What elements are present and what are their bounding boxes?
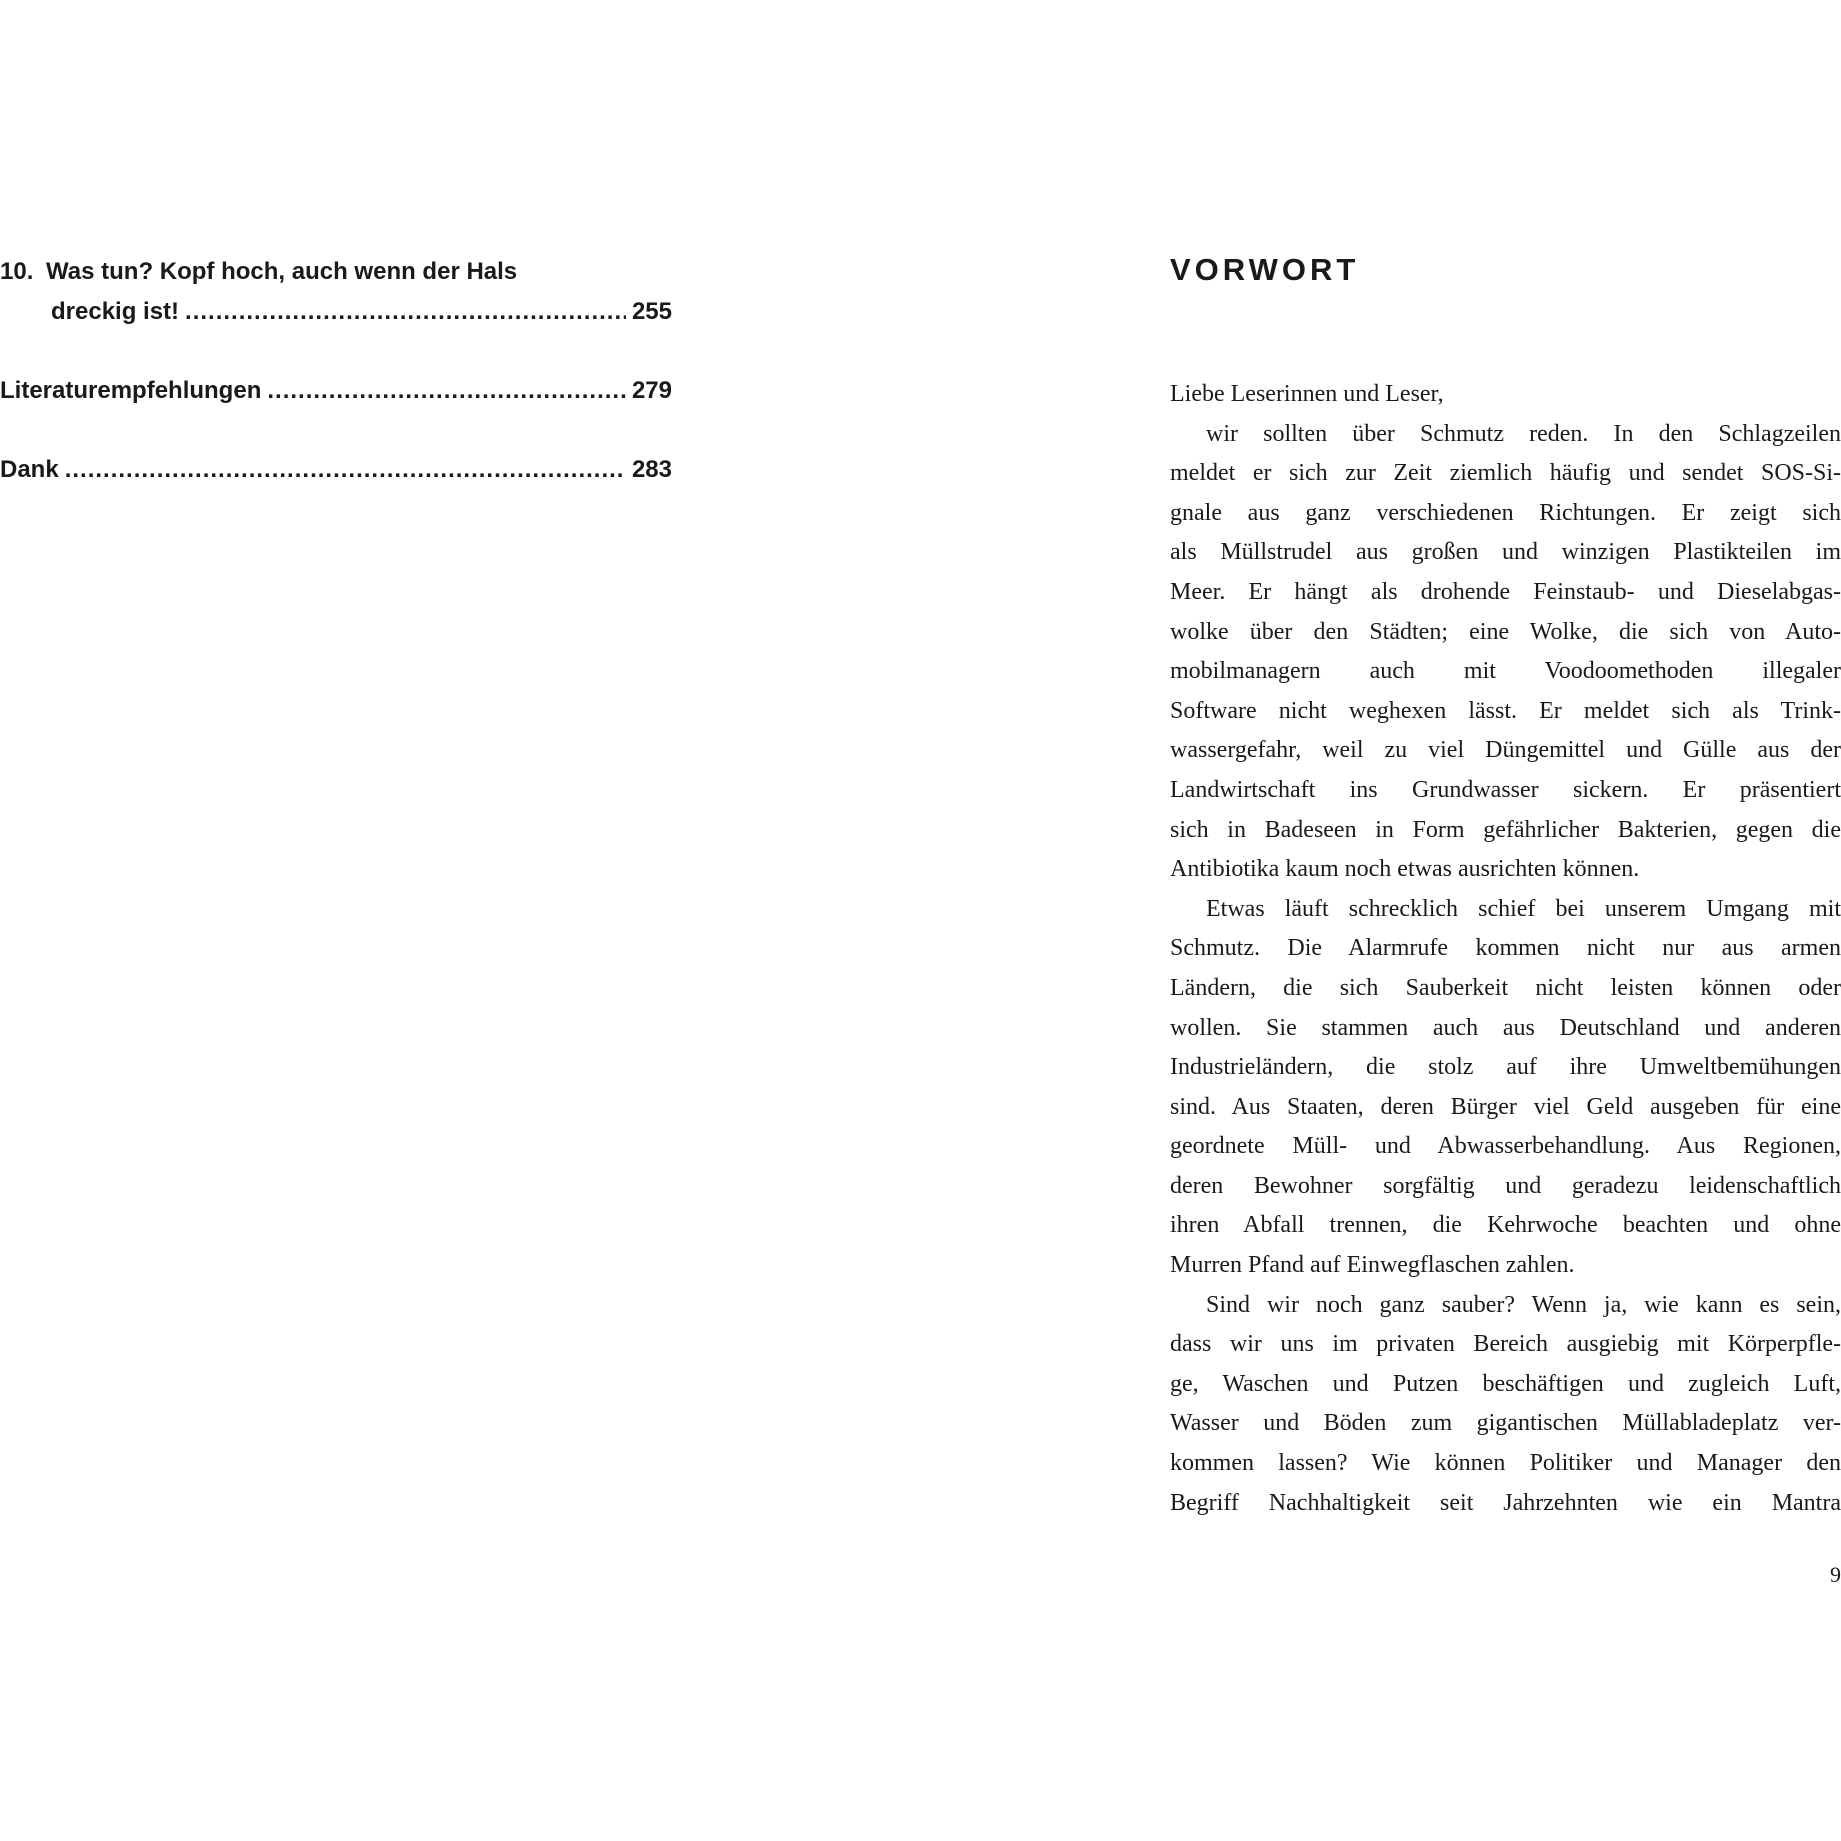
text-line: ihren Abfall trennen, die Kehrwoche beachten und ohne (1170, 1212, 1841, 1239)
text-line: ge, Waschen und Putzen beschäftigen und zugleich Luft, (1170, 1370, 1841, 1397)
toc-page-number: 279 (631, 377, 672, 404)
toc-entry-literaturempfehlungen (0, 377, 672, 411)
text-line: Liebe Leserinnen und Leser, (1170, 381, 1444, 407)
text-line: Begriff Nachhaltigkeit seit Jahrzehnten wie ein Mantra (1170, 1489, 1841, 1516)
text-line: Etwas läuft schrecklich schief bei unserem Umgang mit (1206, 895, 1841, 922)
text-line: Software nicht weghexen lässt. Er meldet sich als Trink- (1170, 697, 1841, 724)
text-line: mobilmanagern auch mit Voodoomethoden illegaler (1170, 658, 1841, 685)
toc-page-number: 283 (631, 456, 672, 483)
text-line: Antibiotika kaum noch etwas ausrichten können. (1170, 856, 1640, 883)
text-line: gnale aus ganz verschiedenen Richtungen. Er zeigt sich (1170, 499, 1841, 526)
toc-entry-dank (0, 456, 672, 490)
right-page (1170, 0, 1841, 1841)
text-line: kommen lassen? Wie können Politiker und Manager den (1170, 1450, 1841, 1477)
text-line: deren Bewohner sorgfältig und geradezu leidenschaftlich (1170, 1172, 1841, 1199)
chapter-title: VORWORT (1170, 252, 1360, 287)
toc-entry-title: Dank (0, 456, 59, 483)
toc-entry-title: Literaturempfehlungen (0, 377, 262, 404)
text-line: wolke über den Städten; eine Wolke, die sich von Auto- (1170, 618, 1841, 645)
body-text (1170, 375, 1841, 1523)
text-line: Schmutz. Die Alarmrufe kommen nicht nur aus armen (1170, 935, 1841, 962)
toc-entry-title: Was tun? Kopf hoch, auch wenn der Hals (46, 258, 518, 285)
text-line: Landwirtschaft ins Grundwasser sickern. Er präsentiert (1170, 776, 1841, 803)
text-line: Ländern, die sich Sauberkeit nicht leisten können oder (1170, 974, 1841, 1001)
toc-leader-dots (267, 377, 626, 405)
text-line: meldet er sich zur Zeit ziemlich häufig und sendet SOS-Si- (1170, 460, 1841, 487)
text-line: Murren Pfand auf Einwegflaschen zahlen. (1170, 1252, 1575, 1279)
left-page (0, 0, 900, 1841)
text-line: sich in Badeseen in Form gefährlicher Bakterien, gegen die (1170, 816, 1841, 843)
toc-entry-10-line1 (0, 258, 672, 292)
text-line: geordnete Müll- und Abwasserbehandlung. Aus Regionen, (1170, 1133, 1841, 1160)
toc-leader-dots (185, 298, 626, 326)
text-line: Wasser und Böden zum gigantischen Müllabladeplatz ver- (1170, 1410, 1841, 1437)
text-line: als Müllstrudel aus großen und winzigen Plastikteilen im (1170, 539, 1841, 566)
text-line: dass wir uns im privaten Bereich ausgiebig mit Körperpfle- (1170, 1331, 1841, 1358)
text-line: sind. Aus Staaten, deren Bürger viel Geld ausgeben für eine (1170, 1093, 1841, 1120)
toc-leader-dots (65, 456, 626, 484)
text-line: wassergefahr, weil zu viel Düngemittel und Gülle aus der (1170, 737, 1841, 764)
toc-page-number: 255 (631, 298, 672, 325)
toc-entry-10-line2 (0, 298, 672, 332)
toc-entry-title-continued: dreckig ist! (51, 298, 180, 325)
text-line: Sind wir noch ganz sauber? Wenn ja, wie kann es sein, (1206, 1291, 1841, 1318)
text-line: Industrieländern, die stolz auf ihre Umweltbemühungen (1170, 1054, 1841, 1081)
text-line: Meer. Er hängt als drohende Feinstaub- und Dieselabgas- (1170, 578, 1841, 605)
toc-entry-number: 10. (0, 258, 34, 285)
text-line: wollen. Sie stammen auch aus Deutschland und anderen (1170, 1014, 1841, 1041)
page-number: 9 (1830, 1562, 1841, 1587)
text-line: wir sollten über Schmutz reden. In den Schlagzeilen (1206, 420, 1841, 447)
